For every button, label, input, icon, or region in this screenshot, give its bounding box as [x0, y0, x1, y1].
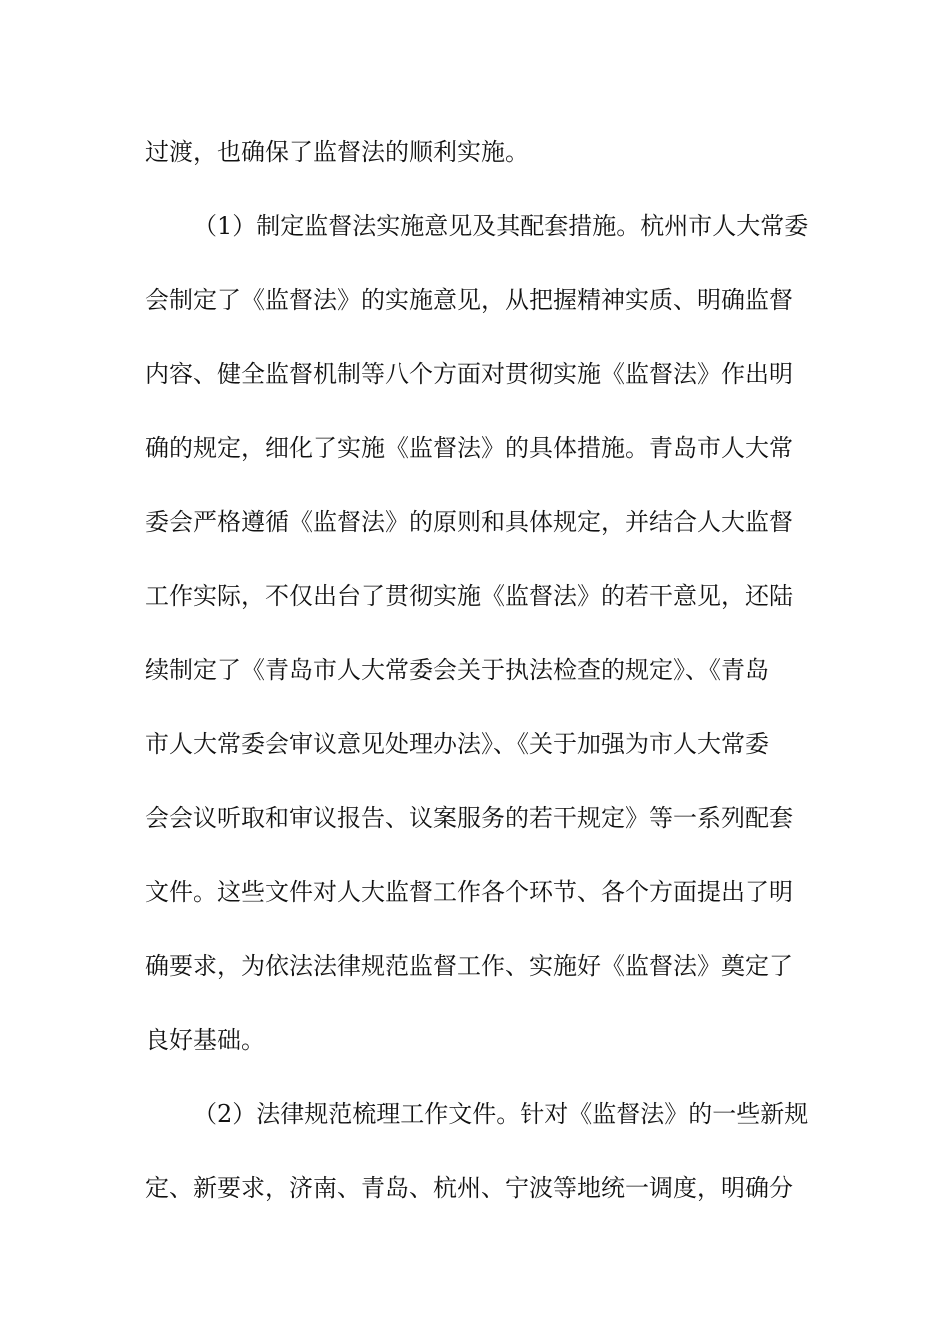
text-line: 工作实际，不仅出台了贯彻实施《监督法》的若干意见，还陆	[145, 582, 793, 610]
text-line: 市人大常委会审议意见处理办法》、《关于加强为市人大常委	[145, 730, 769, 758]
text-line: 确的规定，细化了实施《监督法》的具体措施。青岛市人大常	[145, 434, 793, 462]
text-line: 会会议听取和审议报告、议案服务的若干规定》等一系列配套	[145, 804, 793, 832]
text-line: 会制定了《监督法》的实施意见，从把握精神实质、明确监督	[145, 286, 793, 314]
text-line: 委会严格遵循《监督法》的原则和具体规定，并结合人大监督	[145, 508, 793, 536]
text-line: 续制定了《青岛市人大常委会关于执法检查的规定》、《青岛	[145, 656, 769, 684]
text-line: 过渡，也确保了监督法的顺利实施。	[145, 138, 529, 166]
paragraph-start-line: （2）法律规范梳理工作文件。针对《监督法》的一些新规	[193, 1100, 809, 1128]
text-line: 内容、健全监督机制等八个方面对贯彻实施《监督法》作出明	[145, 360, 793, 388]
paragraph-start-line: （1）制定监督法实施意见及其配套措施。杭州市人大常委	[193, 212, 809, 240]
text-line: 定、新要求，济南、青岛、杭州、宁波等地统一调度，明确分	[145, 1174, 793, 1202]
text-line: 良好基础。	[145, 1026, 265, 1054]
text-line: 文件。这些文件对人大监督工作各个环节、各个方面提出了明	[145, 878, 793, 906]
text-line: 确要求，为依法法律规范监督工作、实施好《监督法》奠定了	[145, 952, 793, 980]
